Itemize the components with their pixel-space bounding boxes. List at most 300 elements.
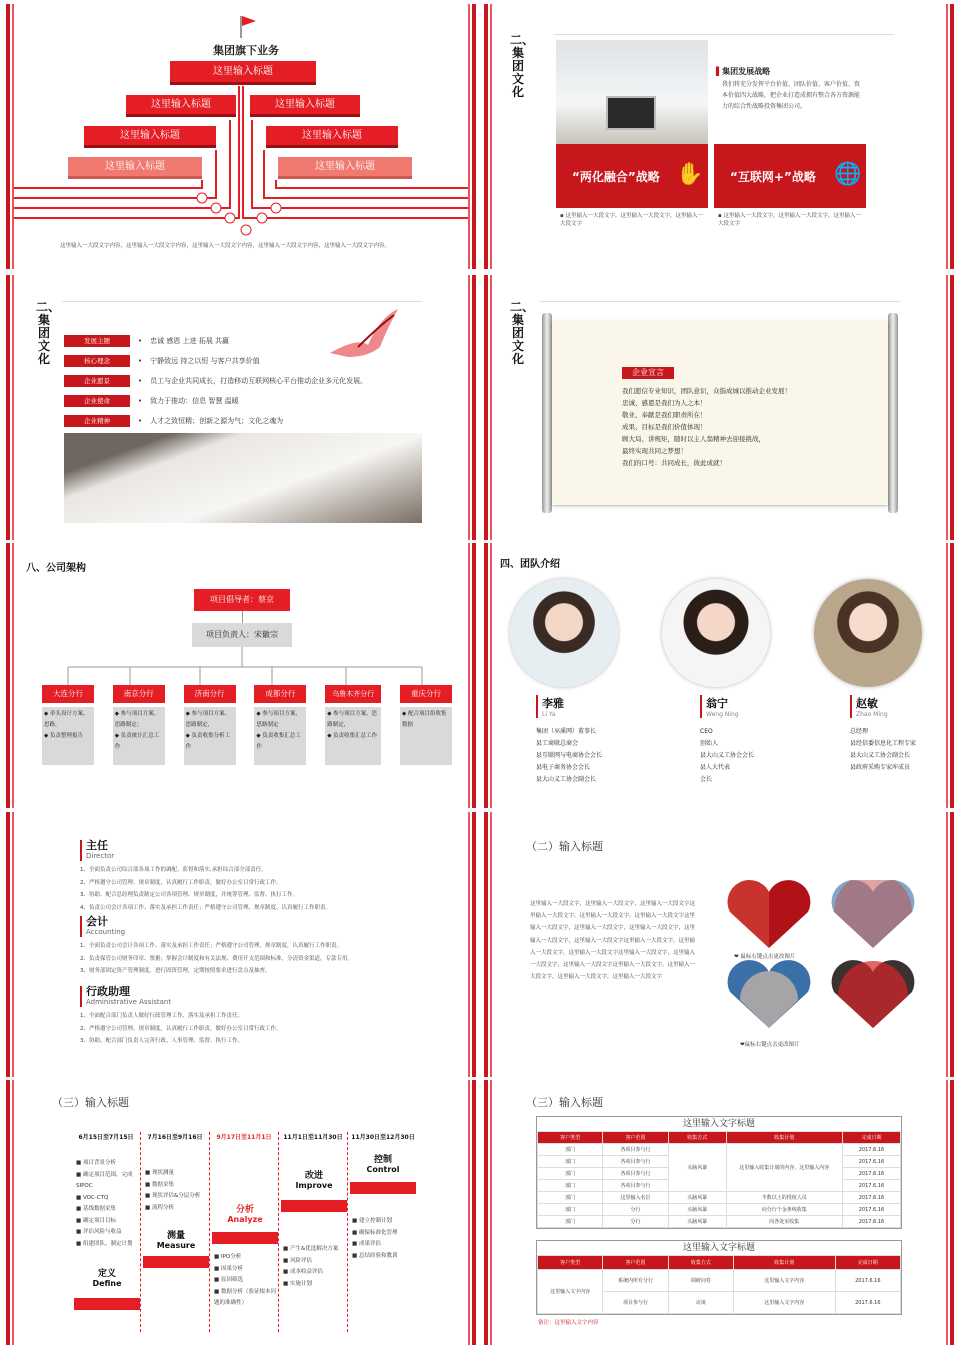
branch-item: ◆ 负责整理报告 bbox=[44, 733, 83, 739]
role-item: 3、协助、配合总经理负责制定公司各项管理、规章制度，并统筹管理、监督、执行工作。 bbox=[80, 892, 299, 898]
phase-item-text: 成本收益评估 bbox=[289, 1269, 323, 1275]
phase-item: ■ 成本收益评估 bbox=[283, 1269, 323, 1275]
phase-item-text: 因果分析 bbox=[220, 1265, 243, 1272]
slide-edge-left bbox=[484, 1080, 492, 1345]
branch-item-text: 负责收集汇总工作 bbox=[256, 733, 301, 750]
member-role: 集团（巫溪网）董事长 bbox=[536, 728, 597, 735]
table-header-row bbox=[538, 1256, 901, 1270]
phase-item-text: 建立控制计划 bbox=[358, 1218, 392, 1224]
table-cell: 2017.6.16 bbox=[842, 1192, 900, 1204]
member-card bbox=[850, 695, 950, 774]
table-cell: 2017.6.16 bbox=[842, 1180, 900, 1192]
branch-item: ◆ 负责收集分析工作 bbox=[185, 733, 231, 750]
member-role: 县经信委信息化工程专家 bbox=[850, 740, 917, 747]
slide-edge-right bbox=[468, 275, 476, 540]
culture-row bbox=[64, 331, 424, 351]
member-roles bbox=[700, 726, 820, 786]
table-header-cell: 收集计划 bbox=[733, 1256, 835, 1270]
phase-item-text: 评估风险与收益 bbox=[82, 1229, 122, 1235]
phase-items bbox=[145, 1168, 209, 1214]
top-divider bbox=[540, 301, 900, 302]
table-2 bbox=[536, 1240, 902, 1315]
phase-label bbox=[212, 1202, 278, 1224]
bullet: • bbox=[138, 357, 143, 365]
phase-item: ■ 数据采集 bbox=[145, 1181, 174, 1188]
table-header-cell: 客户类型 bbox=[538, 1132, 603, 1144]
culture-text: 宁静致远 持之以恒 与客户共享价值 bbox=[150, 357, 260, 365]
strategy-title bbox=[716, 66, 770, 77]
table-cell: 部门 bbox=[538, 1204, 603, 1216]
phase-en: Measure bbox=[156, 1241, 196, 1250]
title-bar-top: 这里输入标题 bbox=[170, 61, 316, 85]
table-header-cell: 收集方式 bbox=[668, 1256, 733, 1270]
slide-gallery bbox=[484, 812, 954, 1077]
phase-item: ■ 现状评估&分层分析 bbox=[145, 1193, 201, 1199]
table-cell: 这里输入文字内容 bbox=[538, 1270, 603, 1314]
slide-edge-right bbox=[946, 4, 954, 269]
culture-text: 致力于推动：信息 智慧 温暖 bbox=[150, 397, 239, 405]
culture-text: 忠诚 感恩 上进 拓展 共赢 bbox=[150, 337, 230, 345]
table-cell: 这里输入文字内容 bbox=[733, 1270, 835, 1292]
member-name-row bbox=[700, 695, 820, 718]
slide-roles bbox=[6, 812, 476, 1077]
table-cell: 头脑风暴 bbox=[668, 1204, 726, 1216]
avatar bbox=[662, 579, 770, 687]
role-section bbox=[80, 986, 460, 1048]
slide-edge-left bbox=[484, 543, 492, 808]
bullet-marker: ▌ bbox=[716, 67, 723, 76]
table-cell: 2017.6.16 bbox=[842, 1216, 900, 1228]
phase-bar bbox=[350, 1182, 416, 1194]
bullet: • bbox=[138, 417, 143, 425]
member-role: 总经理 bbox=[850, 728, 869, 735]
table-row bbox=[538, 1216, 901, 1228]
table-cell: 各项目参与行 bbox=[603, 1156, 668, 1168]
member-roles bbox=[850, 726, 950, 774]
role-item: 2、负责保管公司财务印章、票据；掌握会计制度和有关法规、费用开支范围和标准，分清资金渠道，专款专用。 bbox=[80, 955, 354, 962]
member-role: CEO bbox=[700, 728, 713, 735]
phase-item-text: 风险评估 bbox=[289, 1257, 312, 1264]
branch-items bbox=[184, 707, 236, 765]
role-heading bbox=[80, 840, 460, 861]
phase-date: 7月16日至9月16日 bbox=[147, 1134, 203, 1141]
strategy-box-2 bbox=[714, 144, 866, 208]
table-cell: 部门 bbox=[538, 1192, 603, 1204]
photo-note-1: ❤ 鼠标右键点击更改图片 bbox=[734, 954, 796, 960]
culture-list bbox=[64, 331, 424, 431]
phase-item: ■ 数据分析（验证根本问题的准确性） bbox=[214, 1288, 276, 1306]
strategy-box-2-label: “互联网+”战略 bbox=[730, 170, 816, 184]
branch-name: 南京分行 bbox=[113, 685, 165, 703]
branch-column bbox=[113, 685, 165, 765]
table-cell: 各项目参与行 bbox=[603, 1180, 668, 1192]
scroll-paper bbox=[552, 321, 888, 505]
table-2-title: 这里输入文字标题 bbox=[682, 1243, 755, 1253]
phase-item: ■ 建立控制计划 bbox=[352, 1218, 392, 1224]
phase-item-text: 组建团队、制定计划 bbox=[82, 1240, 133, 1247]
phase-item: ■ 总结经验和教训 bbox=[352, 1252, 398, 1259]
branch-column bbox=[254, 685, 306, 765]
table-header-cell: 完成日期 bbox=[842, 1132, 900, 1144]
table-cell: 头脑风暴 bbox=[668, 1144, 726, 1192]
role-heading bbox=[80, 986, 460, 1007]
culture-row bbox=[64, 351, 424, 371]
phase-bar bbox=[143, 1256, 209, 1268]
globe-icon: 🌐 bbox=[834, 162, 862, 187]
phase-item: ■ IPO分析 bbox=[214, 1254, 242, 1260]
branch-item: ◆ 参与项目方案、思路制定 bbox=[256, 711, 301, 728]
phase-item: ■ 评估风险与收益 bbox=[76, 1229, 122, 1235]
phase-item-text: VOC-CTQ bbox=[82, 1194, 109, 1201]
heart-photo[interactable] bbox=[724, 880, 814, 950]
member-name: 赵敏 bbox=[856, 697, 878, 710]
role-item: 2、严格遵守公司管理、规章制度，认真履行工作职责，做好办公室日常行政工作。 bbox=[80, 1025, 282, 1032]
table-header-cell: 收集计划 bbox=[726, 1132, 842, 1144]
branch-column bbox=[325, 685, 381, 765]
phase-item: ■ VOC-CTQ bbox=[76, 1194, 109, 1201]
slide-edge-left bbox=[6, 275, 14, 540]
member-role: 县电子商务协会会长 bbox=[536, 764, 591, 771]
laptop-icon bbox=[606, 96, 656, 130]
branch-name: 大连分行 bbox=[42, 685, 94, 703]
strategy-note-2: ▪ 这里输入一大段文字，这里输入一大段文字，这里输入一大段文字 bbox=[718, 213, 861, 227]
top-divider bbox=[554, 34, 894, 35]
desk-photo bbox=[64, 433, 422, 523]
phase-items bbox=[214, 1252, 278, 1310]
branch-item: ◆ 负责收集汇总工作 bbox=[256, 733, 301, 750]
declaration-tag: 企业宣言 bbox=[622, 367, 674, 379]
member-en: Weng Ning bbox=[706, 711, 739, 718]
table-cell: 2017.6.16 bbox=[842, 1144, 900, 1156]
phase-column bbox=[72, 1132, 141, 1332]
table-cell: 2017.6.16 bbox=[842, 1156, 900, 1168]
phase-item-text: 现状评估&分层分析 bbox=[151, 1193, 201, 1199]
culture-label: 企业愿景 bbox=[64, 375, 130, 387]
branch-item-text: 负责收集汇总工作 bbox=[333, 733, 378, 739]
slide-dmaic bbox=[6, 1080, 476, 1345]
phase-column bbox=[348, 1132, 418, 1332]
bullet: • bbox=[138, 377, 143, 385]
strategy-text: 我们将充分发挥平台价值、团队价值、客户价值、资本价值四大战略，把企业打造成拥有整合各方资源能力的综合性战略投资集团公司。 bbox=[722, 81, 861, 110]
phase-item-text: 确定项目目标 bbox=[82, 1217, 116, 1224]
table-cell: 这里输入文字内容 bbox=[733, 1292, 835, 1314]
table-cell: 部门 bbox=[538, 1216, 603, 1228]
phase-item-text: 流程分析 bbox=[151, 1204, 174, 1211]
role-items bbox=[80, 1010, 460, 1048]
heart-photo[interactable] bbox=[828, 880, 918, 950]
member-name-row bbox=[536, 695, 666, 718]
branch-name: 济南分行 bbox=[184, 685, 236, 703]
slide-edge-right bbox=[946, 1080, 954, 1345]
branch-items bbox=[400, 707, 452, 765]
branch-column bbox=[184, 685, 236, 765]
branch-items bbox=[254, 707, 306, 765]
phase-items bbox=[352, 1216, 418, 1262]
slide-team bbox=[484, 543, 954, 808]
role-en: Administrative Assistant bbox=[86, 998, 172, 1006]
bullet: • bbox=[138, 337, 143, 345]
role-item: 1、全面负责公司会计各项工作、落实及承担工作责任；严格遵守公司管理、规章制度，认真履行工作职责。 bbox=[80, 943, 343, 949]
table-cell: 部门 bbox=[538, 1168, 603, 1180]
table-cell: 2017.6.16 bbox=[842, 1204, 900, 1216]
table-row bbox=[538, 1270, 901, 1292]
table-footnote: 备注：这里输入文字内容 bbox=[538, 1320, 599, 1326]
table-cell: 这里输入收集计划的内容，这里输入内容 bbox=[726, 1144, 842, 1192]
culture-row bbox=[64, 371, 424, 391]
table-row bbox=[538, 1144, 901, 1156]
member-card bbox=[700, 695, 820, 786]
phase-item-text: 数据分析（验证根本问题的准确性） bbox=[214, 1288, 276, 1306]
slide-edge-right bbox=[946, 812, 954, 1077]
member-en: Zhao Ming bbox=[856, 711, 888, 718]
branch-item-text: 负责统计汇总工作 bbox=[114, 733, 160, 750]
table-cell: 这里输入名臣 bbox=[603, 1192, 668, 1204]
branch-item: ◆ 参与项目方案、思路制定， bbox=[327, 711, 378, 728]
declaration-line: 成果、目标是我们价值体现！ bbox=[622, 423, 707, 431]
phase-item-text: 现状测量 bbox=[151, 1170, 174, 1176]
slide-declaration bbox=[484, 275, 954, 540]
slide-edge-left bbox=[484, 275, 492, 540]
member-name: 翁宁 bbox=[706, 697, 728, 710]
slide-edge-left bbox=[6, 812, 14, 1077]
tree-lines bbox=[6, 4, 476, 244]
strategy-note-1-text: 这里输入一大段文字，这里输入一大段文字，这里输入一大段文字 bbox=[560, 213, 703, 227]
culture-label: 企业使命 bbox=[64, 395, 130, 407]
phase-item-text: 原因筛选 bbox=[220, 1277, 243, 1283]
business-header: 集团旗下业务 bbox=[213, 44, 279, 57]
phase-item: ■ 因果分析 bbox=[214, 1265, 243, 1272]
phase-en: Define bbox=[92, 1279, 122, 1288]
dmaic-phases bbox=[72, 1132, 418, 1332]
member-card bbox=[536, 695, 666, 786]
title-bar-2r: 这里输入标题 bbox=[250, 95, 360, 117]
branch-item-text: 牵头设计方案、思路， bbox=[44, 711, 89, 728]
member-role: 县大山义工协会副会长 bbox=[850, 752, 911, 759]
team-title: 四、团队介绍 bbox=[500, 559, 560, 570]
phase-cn: 定义 bbox=[97, 1269, 116, 1279]
phase-bar bbox=[281, 1200, 347, 1212]
slide-strategy bbox=[484, 4, 954, 269]
table-header-cell: 收集方式 bbox=[668, 1132, 726, 1144]
member-role: 县工商联总商会 bbox=[536, 740, 579, 747]
culture-label: 发展主题 bbox=[64, 335, 130, 347]
member-role: 会长 bbox=[700, 776, 713, 783]
phase-item-text: 成果评估 bbox=[358, 1241, 381, 1247]
branch-item: ◆ 牵头设计方案、思路， bbox=[44, 711, 89, 728]
phase-item: ■ 基线数据采集 bbox=[76, 1206, 116, 1212]
table-header-cell: 客户范围 bbox=[603, 1132, 668, 1144]
role-item: 1、全面负责公司综合部各项工作的调配、监督和落实,承担综合部全部责任。 bbox=[80, 867, 267, 873]
phase-label bbox=[350, 1152, 416, 1174]
phase-cn: 控制 bbox=[373, 1155, 392, 1165]
slide-edge-right bbox=[468, 812, 476, 1077]
phase-item-text: 基线数据采集 bbox=[82, 1206, 116, 1212]
table-header-cell: 完成日期 bbox=[835, 1256, 900, 1270]
strategy-box-1-label: “两化融合”战略 bbox=[572, 170, 660, 184]
title-bar-2l: 这里输入标题 bbox=[126, 95, 236, 117]
table-cell: 向各处室收集 bbox=[726, 1216, 842, 1228]
strategy-note-1: ▪ 这里输入一大段文字，这里输入一大段文字，这里输入一大段文字 bbox=[560, 213, 703, 227]
avatar bbox=[814, 579, 922, 687]
phase-en: Analyze bbox=[227, 1215, 263, 1224]
phase-label bbox=[281, 1168, 347, 1190]
table-cell: 头脑风暴 bbox=[668, 1192, 726, 1204]
slide-edge-right bbox=[946, 275, 954, 540]
declaration-line: 顾大局、讲规矩，随时以主人翁精神去迎接挑战， bbox=[622, 435, 765, 443]
phase-item: ■ 流程分析 bbox=[145, 1204, 174, 1211]
branch-item: ◆ 负责统计汇总工作 bbox=[114, 733, 160, 750]
phase-date: 9月17日至11月1日 bbox=[216, 1134, 272, 1141]
org-title: 八、公司架构 bbox=[26, 563, 86, 574]
table-row bbox=[538, 1192, 901, 1204]
phase-label bbox=[143, 1228, 209, 1250]
slide-org-chart bbox=[6, 543, 476, 808]
slide-business bbox=[6, 4, 476, 269]
phase-item-text: IPO分析 bbox=[220, 1254, 242, 1260]
culture-row bbox=[64, 411, 424, 431]
strategy-title-text: 集团发展战略 bbox=[722, 67, 771, 76]
member-roles bbox=[536, 726, 666, 786]
table-cell: 部门 bbox=[538, 1156, 603, 1168]
heart-photo[interactable] bbox=[724, 960, 814, 1030]
phase-column bbox=[279, 1132, 348, 1332]
declaration-line: 敬业、奉献是我们职责所在！ bbox=[622, 411, 707, 419]
dmaic-title: （三）输入标题 bbox=[52, 1096, 129, 1109]
gallery-title: （二）输入标题 bbox=[526, 840, 603, 853]
scroll-rod-left bbox=[542, 313, 552, 513]
branch-item-text: 参与项目方案、思路制定， bbox=[327, 711, 378, 728]
bullet: • bbox=[138, 397, 143, 405]
branch-items bbox=[42, 707, 94, 765]
branch-item-text: 负责整理报告 bbox=[49, 733, 83, 739]
culture-row bbox=[64, 391, 424, 411]
phase-en: Control bbox=[366, 1165, 400, 1174]
table-header-cell: 客户范围 bbox=[603, 1256, 668, 1270]
phase-bar bbox=[212, 1232, 278, 1244]
phase-item-text: 实施计划 bbox=[289, 1280, 312, 1287]
phase-date: 6月15日至7月15日 bbox=[78, 1134, 134, 1141]
slide-edge-left bbox=[6, 1080, 14, 1345]
tables-title: （三）输入标题 bbox=[526, 1096, 603, 1109]
slide-edge-left bbox=[484, 812, 492, 1077]
table-cell: 向分行个金条线收集 bbox=[726, 1204, 842, 1216]
title-bar-4r: 这里输入标题 bbox=[278, 157, 412, 179]
role-title: 行政助理 bbox=[86, 985, 130, 998]
culture-label: 企业精神 bbox=[64, 415, 130, 427]
heart-photo[interactable] bbox=[828, 960, 918, 1030]
phase-item: ■ 确定项目范围，完成SIPOC bbox=[76, 1171, 133, 1189]
culture-label: 核心理念 bbox=[64, 355, 130, 367]
office-photo bbox=[556, 40, 708, 144]
table-cell: 系统内所有分行 bbox=[603, 1270, 668, 1292]
phase-bar bbox=[74, 1298, 140, 1310]
table-1-grid bbox=[537, 1131, 901, 1228]
member-en: Li Ya bbox=[542, 711, 556, 718]
role-item: 1、全面配合部门负责人做好行政管理工作、落实及承担工作责任。 bbox=[80, 1013, 244, 1019]
branch-items bbox=[325, 707, 381, 765]
role-item: 3、协助、配合部门负责人完善行政、人事管理、监督、执行工作。 bbox=[80, 1038, 244, 1044]
strategy-note-2-text: 这里输入一大段文字，这里输入一大段文字，这里输入一大段文字 bbox=[718, 213, 861, 227]
declaration-line: 最终实现共同之梦想！ bbox=[622, 447, 687, 455]
branch-item-text: 参与项目方案、思路制定 bbox=[256, 711, 301, 728]
branch-name: 重庆分行 bbox=[400, 685, 452, 703]
role-items bbox=[80, 864, 460, 914]
gallery-paragraph: 这里输入一大段文字，这里输入一大段文字，这里输入一大段文字这里输入一大段文字，这里输入一大段文字，这里输入一大段文字这里输入一大段文字，这里输入一大段文字，这里输入一大段文字，这里输入一大段文字，这里输入一大段文字这里输入一大段文字，这里输入一大段文字，这里输入一大段文字这里输入一大段文字，这里输入一大段文字，这里输入一大段文字这里输入一大段文字，这里输入一大段文字，这里输入一大段文字，这里输入一大段文字 bbox=[530, 901, 696, 981]
table-header-row bbox=[538, 1132, 901, 1144]
phase-date: 11月1日至11月30日 bbox=[283, 1134, 343, 1141]
org-lines bbox=[6, 543, 476, 693]
branch-item: ◆ 参与项目方案、思路制定； bbox=[114, 711, 160, 728]
branch-name: 成都分行 bbox=[254, 685, 306, 703]
declaration-lines bbox=[622, 385, 862, 469]
member-role: 县人大代表 bbox=[700, 764, 731, 771]
table-cell: 部门 bbox=[538, 1144, 603, 1156]
title-bar-3l: 这里输入标题 bbox=[84, 126, 216, 148]
culture-text: 员工与企业共同成长，打造移动互联网核心平台推动企业多元化发展。 bbox=[150, 377, 368, 385]
phase-en: Improve bbox=[295, 1181, 333, 1190]
phase-items bbox=[76, 1158, 140, 1250]
role-item: 3、财务部固定资产管理制度，进行固资管理，定期按照要求进行盘点及抽查。 bbox=[80, 968, 271, 974]
phase-item: ■ 组建团队、制定计划 bbox=[76, 1240, 133, 1247]
hands-icon: ✋ bbox=[676, 162, 704, 187]
member-role: 创始人 bbox=[700, 740, 719, 747]
table-cell: 头脑风暴 bbox=[668, 1216, 726, 1228]
phase-item-text: 总结经验和教训 bbox=[358, 1252, 398, 1259]
role-section bbox=[80, 916, 460, 978]
phase-column bbox=[141, 1132, 210, 1332]
phase-item: ■ 风险评估 bbox=[283, 1257, 312, 1264]
table-cell: 半数以上的授权人员 bbox=[726, 1192, 842, 1204]
declaration-line: 我们的口号：共同成长，彼此成就！ bbox=[622, 459, 726, 467]
phase-item: ■ 成果评估 bbox=[352, 1241, 381, 1247]
culture-text: 人才之致恒精；创新之源为气；文化之魂为 bbox=[150, 417, 284, 425]
phase-item: ■ 确定项目目标 bbox=[76, 1217, 116, 1224]
phase-item: ■ 实施计划 bbox=[283, 1280, 312, 1287]
org-top-box: 项目倡导者：蔡京 bbox=[194, 589, 290, 611]
phase-item-text: 项目背景分析 bbox=[82, 1160, 116, 1166]
phase-item-text: 确定项目范围，完成SIPOC bbox=[76, 1171, 133, 1189]
phase-label bbox=[74, 1266, 140, 1288]
org-second-box: 项目负责人：宋徽宗 bbox=[192, 623, 292, 647]
title-bar-4l: 这里输入标题 bbox=[68, 157, 202, 179]
scroll-rod-right bbox=[888, 313, 898, 513]
vertical-title: 二、集团文化 bbox=[36, 300, 61, 366]
branch-item-text: 参与项目方案、思路制定， bbox=[185, 711, 231, 728]
table-cell: 各项目参与行 bbox=[603, 1144, 668, 1156]
slide-tables bbox=[484, 1080, 954, 1345]
branch-item-text: 负责收集分析工作 bbox=[185, 733, 231, 750]
branch-column bbox=[42, 685, 94, 765]
role-items bbox=[80, 940, 460, 978]
role-title: 会计 bbox=[86, 915, 108, 928]
branch-item: ◆ 负责收集汇总工作 bbox=[327, 733, 378, 739]
role-title: 主任 bbox=[86, 839, 108, 852]
phase-item-text: 数据采集 bbox=[151, 1181, 174, 1188]
slide-edge-left bbox=[484, 4, 492, 269]
phase-cn: 分析 bbox=[235, 1205, 254, 1215]
table-1 bbox=[536, 1116, 902, 1229]
table-cell: 分行 bbox=[603, 1204, 668, 1216]
phase-item: ■ 确保标准化管理 bbox=[352, 1229, 398, 1236]
table-cell: 访谈 bbox=[668, 1292, 733, 1314]
avatar bbox=[510, 579, 618, 687]
vertical-title: 二、集团文化 bbox=[510, 300, 535, 366]
role-item: 4、负责公司会计各项工作、落实及承担工作责任；严格遵守公司管理、规章制度，认真履行工作职责。 bbox=[80, 904, 332, 911]
member-name-row bbox=[850, 695, 950, 718]
vertical-title: 二、集团文化 bbox=[510, 33, 535, 99]
phase-cn: 改进 bbox=[304, 1171, 323, 1181]
table-cell: 2017.6.16 bbox=[842, 1168, 900, 1180]
